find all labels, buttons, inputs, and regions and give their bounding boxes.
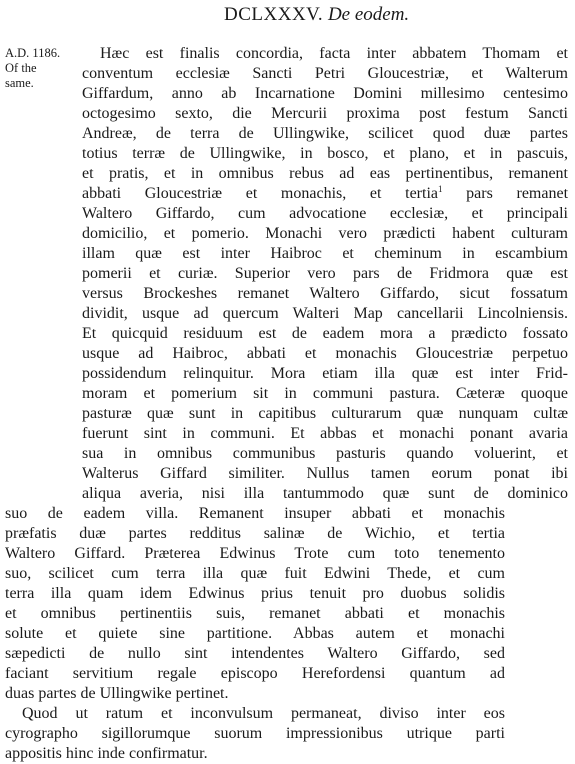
body-line: faciant servitium regale episcopo Herefordensi quantum ad — [5, 665, 505, 682]
body-line: Et quicquid residuum est de eadem mora a prædicto fossato — [82, 325, 568, 342]
body-line: versus Brockeshes remanet Waltero Giffardo, sicut fossatum — [82, 285, 568, 302]
body-line: Waltero Giffard. Præterea Edwinus Trote cum toto tenemento — [5, 545, 505, 562]
chapter-title: De eodem. — [327, 4, 410, 25]
body-line: Hæc est finalis concordia, facta inter abbatem Thomam et — [100, 45, 568, 62]
body-line: duas partes de Ullingwike pertinet. — [5, 685, 229, 702]
body-line: solute et quiete sine partitione. Abbas autem et monachi — [5, 625, 505, 642]
body-line-text: pars remanet — [466, 185, 568, 202]
body-line: sæpedicti de nullo sint intendentes Waltero Giffardo, sed — [5, 645, 505, 662]
body-line: domicilio, et pomerio. Monachi vero prædicti habent culturam — [82, 225, 568, 242]
body-line: moram et pomerium sit in communi pastura. Cæteræ quoque — [82, 385, 568, 402]
margin-subject-line-1: Of the — [5, 61, 37, 75]
body-line: præfatis duæ partes redditus salinæ de Wichio, et tertia — [5, 525, 505, 542]
body-line: conventum ecclesiæ Sancti Petri Gloucestriæ, et Walterum — [82, 65, 568, 82]
body-line: cyrographo sigillorumque suorum impressionibus utrique parti — [5, 725, 505, 742]
body-line: illam quæ est inter Haibroc et cheminum in escambium — [82, 245, 568, 262]
body-line: totius terræ de Ullingwike, in bosco, et plano, et in pascuis, — [82, 145, 568, 162]
body-line-text: abbati Gloucestriæ et monachis, et tertia — [82, 185, 438, 202]
body-line: dividit, usque ad quercum Walteri Map cancellarii Lincolniensis. — [82, 305, 568, 322]
body-line: Walterus Giffard similiter. Nullus tamen eorum ponat ibi — [82, 465, 568, 482]
margin-note — [5, 46, 85, 91]
body-line: pasturæ quæ sunt in capitibus culturarum quæ nunquam cultæ — [82, 405, 568, 422]
body-line: octogesimo sexto, die Mercurii proxima post festum Sancti — [82, 105, 568, 122]
body-line: Waltero Giffardo, cum advocatione ecclesiæ, et principali — [82, 205, 568, 222]
body-line: suo de eadem villa. Remanent insuper abbati et monachis — [5, 505, 505, 522]
body-line-with-footnote — [82, 184, 568, 204]
body-line: usque ad Haibroc, abbati et monachis Gloucestriæ perpetuo — [82, 345, 568, 362]
body-line: fuerunt sint in communi. Et abbas et monachi ponant avaria — [82, 425, 568, 442]
margin-date: A.D. 1186. — [5, 46, 61, 60]
body-line: possidendum relinquitur. Mora etiam illa quæ est inter Frid- — [82, 365, 568, 382]
body-line: aliqua averia, nisi illa tantummodo quæ sunt de dominico — [82, 485, 568, 502]
body-line: Quod ut ratum et inconvulsum permaneat, diviso inter eos — [22, 705, 505, 722]
body-line: et pratis, et in omnibus rebus ad eas pertinentibus, remanent — [82, 165, 568, 182]
body-line: pomerii et curiæ. Superior vero pars de Fridmora quæ est — [82, 265, 568, 282]
body-line: Giffardum, anno ab Incarnatione Domini millesimo centesimo — [82, 85, 568, 102]
chapter-number: DCLXXXV. — [224, 4, 324, 25]
chapter-heading — [224, 4, 409, 26]
body-line: et omnibus pertinentiis suis, remanet abbati et monachis — [5, 605, 505, 622]
body-line: appositis hinc inde confirmatur. — [5, 745, 208, 762]
footnote-mark: 1 — [438, 184, 443, 194]
margin-subject-line-2: same. — [5, 76, 34, 90]
body-line: suo, scilicet cum terra illa quæ fuit Edwini Thede, et cum — [5, 565, 505, 582]
body-line: sua in omnibus communibus pasturis quando voluerint, et — [82, 445, 568, 462]
body-line: terra illa quam idem Edwinus prius tenuit pro duobus solidis — [5, 585, 505, 602]
body-line: Andreæ, de terra de Ullingwike, scilicet quod duæ partes — [82, 125, 568, 142]
